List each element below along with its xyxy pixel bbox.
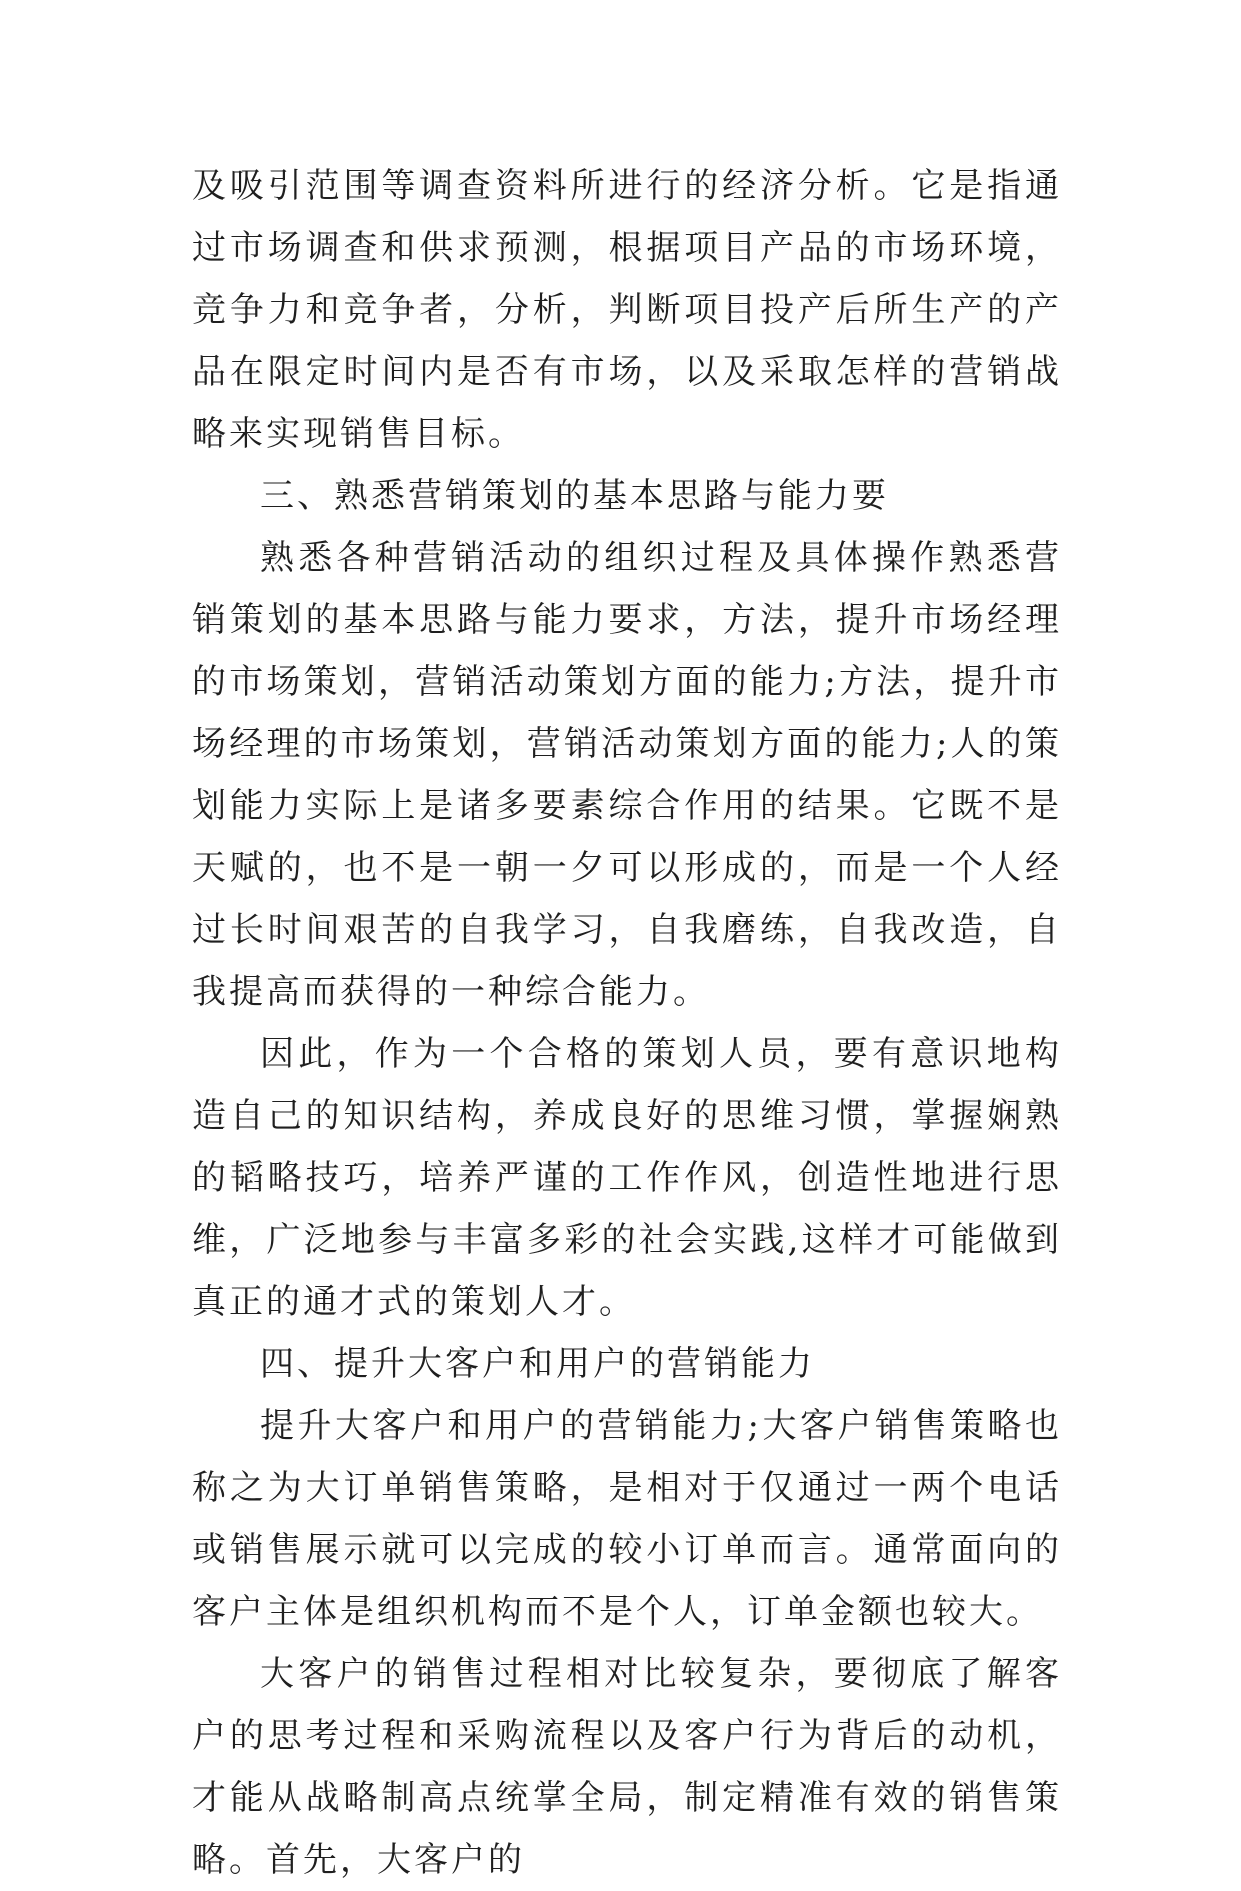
paragraph-key-account-strategy: 提升大客户和用户的营销能力;大客户销售策略也称之为大订单销售策略，是相对于仅通过一两个电话或销售展示就可以完成的较小订单而言。通常面向的客户主体是组织机构而不是个人，订单金额也较大。 (192, 1406, 1062, 1632)
paragraph-planning-ability: 熟悉各种营销活动的组织过程及具体操作熟悉营销策划的基本思路与能力要求，方法，提升市场经理的市场策划，营销活动策划方面的能力;方法，提升市场经理的市场策划，营销活动策划方面的能力;人的策划能力实际上是诸多要素综合作用的结果。它既不是天赋的，也不是一朝一夕可以形成的，而是一个人经过长时间艰苦的自我学习，自我磨练，自我改造，自我提高而获得的一种综合能力。 (192, 538, 1062, 1012)
heading-section-four: 四、提升大客户和用户的营销能力 (260, 1344, 815, 1384)
paragraph-qualified-planner: 因此，作为一个合格的策划人员，要有意识地构造自己的知识结构，养成良好的思维习惯，掌握娴熟的韬略技巧，培养严谨的工作作风，创造性地进行思维，广泛地参与丰富多彩的社会实践,这样才可能做到真正的通才式的策划人才。 (192, 1034, 1062, 1322)
heading-section-three: 三、熟悉营销策划的基本思路与能力要 (260, 476, 889, 516)
document-body (192, 155, 1062, 1891)
paragraph-market-analysis: 及吸引范围等调查资料所进行的经济分析。它是指通过市场调查和供求预测，根据项目产品的市场环境，竞争力和竞争者，分析，判断项目投产后所生产的产品在限定时间内是否有市场，以及采取怎样的营销战略来实现销售目标。 (192, 166, 1062, 454)
paragraph-key-account-process: 大客户的销售过程相对比较复杂，要彻底了解客户的思考过程和采购流程以及客户行为背后的动机，才能从战略制高点统掌全局，制定精准有效的销售策略。首先，大客户的 (192, 1654, 1062, 1880)
